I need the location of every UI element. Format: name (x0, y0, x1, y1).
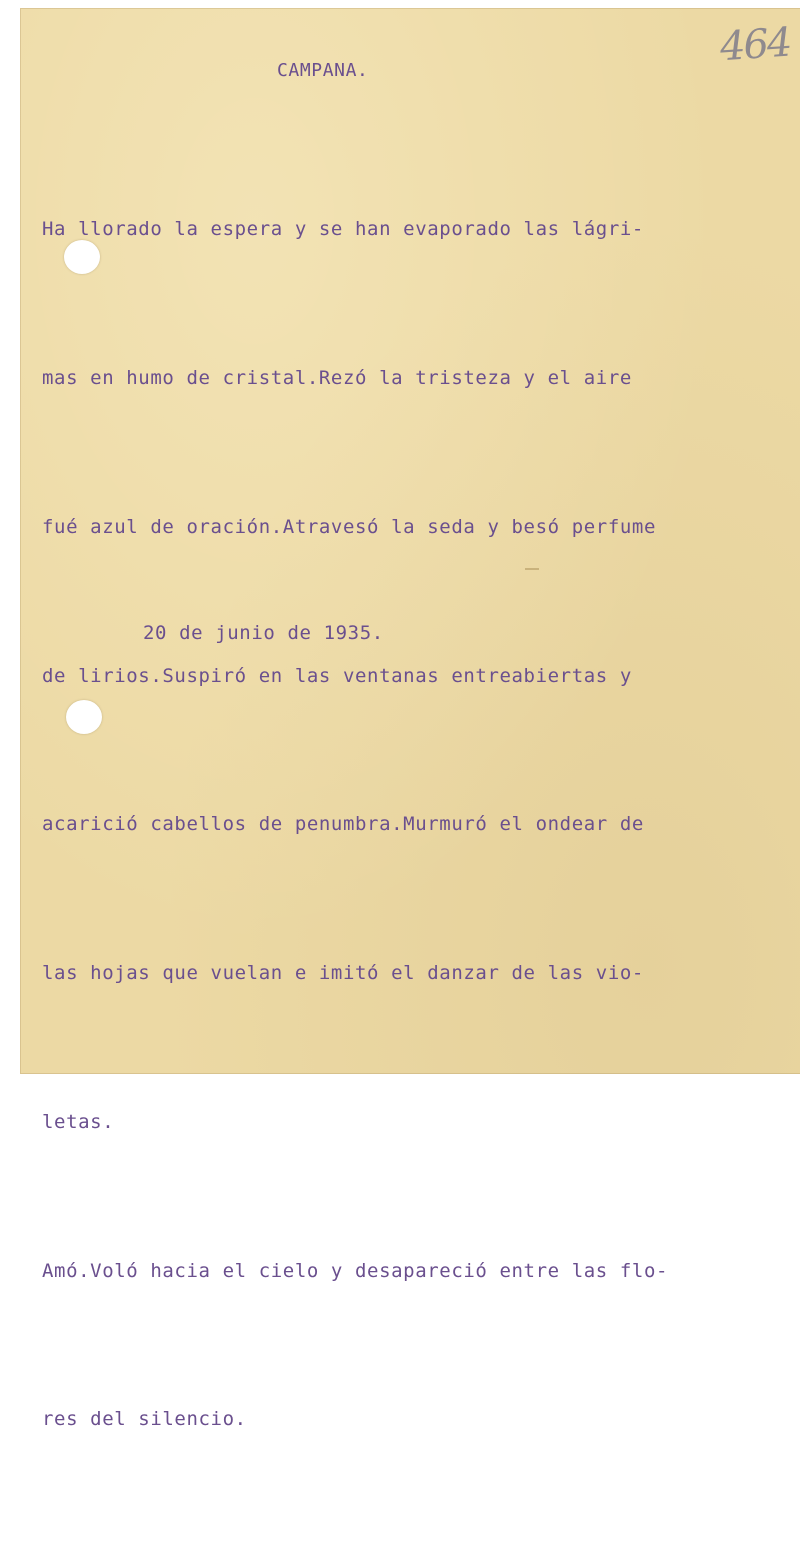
text-line: fué azul de oración.Atravesó la seda y besó perfume (42, 515, 656, 538)
text-line: Ha llorado la espera y se han evaporado las lágri- (42, 218, 644, 241)
text-line: letas. (42, 1110, 115, 1133)
document-date: 20 de junio de 1935. (143, 622, 384, 644)
text-line: mas en humo de cristal.Rezó la tristeza y el aire (42, 366, 632, 389)
document-title: CAMPANA. (277, 60, 369, 81)
text-line: acarició cabellos de penumbra.Murmuró el ondear de (42, 813, 644, 836)
punch-hole (66, 700, 102, 734)
text-line: Amó.Voló hacia el cielo y desapareció entre las flo- (42, 1259, 669, 1282)
poem-body (42, 106, 668, 1544)
text-line: res del silencio. (42, 1408, 247, 1431)
punch-hole (64, 240, 100, 274)
text-line: de lirios.Suspiró en las ventanas entreabiertas y (42, 664, 632, 687)
handwritten-page-number: 464 (718, 19, 792, 71)
text-line: las hojas que vuelan e imitó el danzar de las vio- (42, 962, 644, 985)
